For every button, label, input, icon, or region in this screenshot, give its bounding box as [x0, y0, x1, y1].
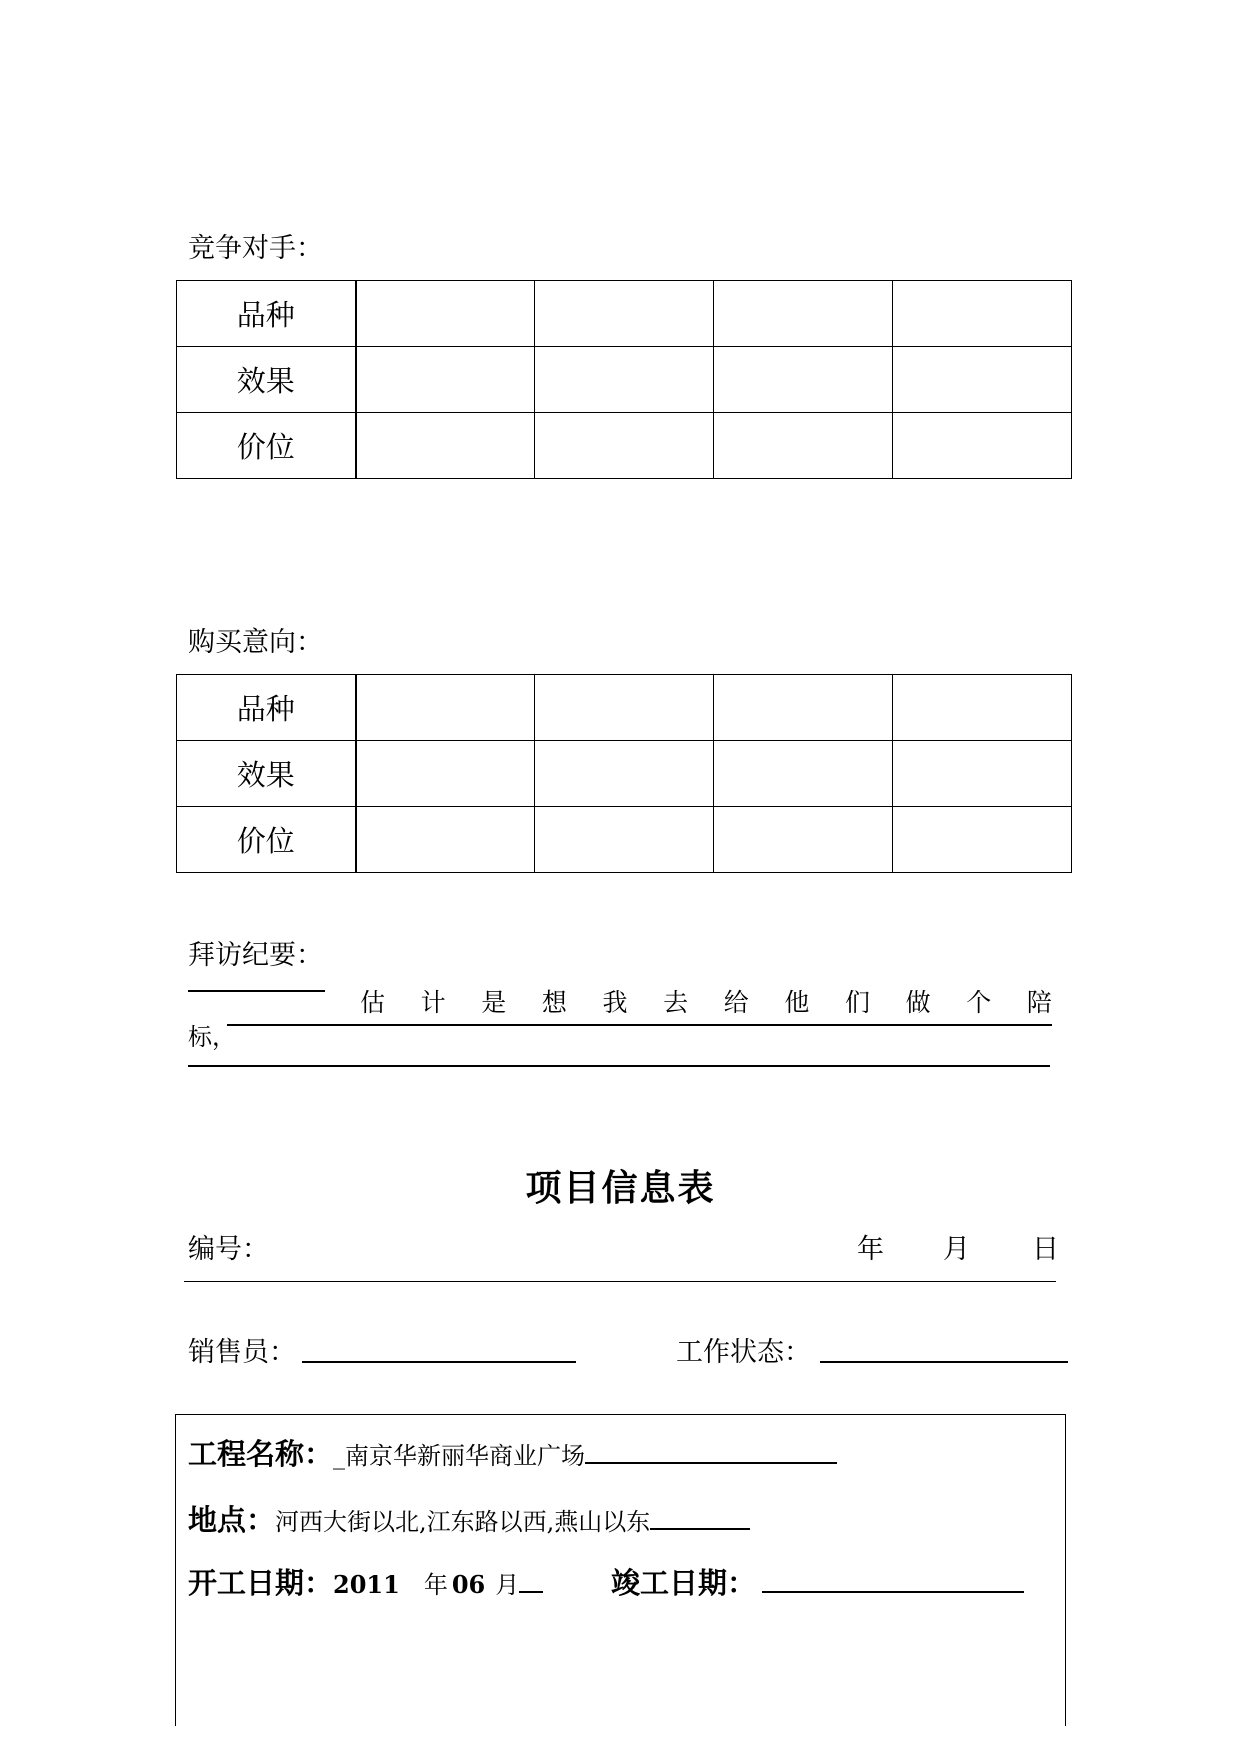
visit-summary-heading: 拜访纪要： [188, 940, 323, 971]
table-row [177, 281, 1072, 347]
row-label-effect: 效果 [177, 347, 356, 413]
summary-char: 做 [905, 988, 931, 1017]
table-cell[interactable] [356, 413, 535, 479]
table-cell[interactable] [714, 807, 893, 873]
dates-row [188, 1566, 543, 1600]
project-name-label: 工程名称： [188, 1437, 334, 1471]
table-cell[interactable] [356, 741, 535, 807]
summary-char: 给 [723, 988, 749, 1017]
project-info-title: 项目信息表 [525, 1167, 716, 1209]
competitors-table [176, 280, 1072, 479]
salesperson-label: 销售员： [188, 1337, 296, 1368]
start-day-blank[interactable] [519, 1591, 543, 1593]
work-status-label: 工作状态： [676, 1337, 811, 1368]
table-cell[interactable] [535, 675, 714, 741]
start-month-unit: 月 [495, 1571, 520, 1599]
table-cell[interactable] [356, 347, 535, 413]
visit-summary-blank-line-2[interactable] [227, 1024, 1052, 1026]
table-cell[interactable] [893, 413, 1072, 479]
table-cell[interactable] [535, 741, 714, 807]
location-row [188, 1503, 750, 1537]
row-label-variety: 品种 [177, 675, 356, 741]
table-row [177, 413, 1072, 479]
summary-char: 是 [481, 988, 507, 1017]
salesperson-field[interactable] [302, 1361, 576, 1363]
table-cell[interactable] [893, 807, 1072, 873]
table-cell[interactable] [535, 413, 714, 479]
table-row [177, 741, 1072, 807]
location-blank[interactable] [650, 1528, 750, 1530]
table-cell[interactable] [535, 281, 714, 347]
table-row [177, 807, 1072, 873]
date-day-label: 日 [1032, 1234, 1059, 1265]
table-cell[interactable] [356, 675, 535, 741]
project-name-prefix: _ [333, 1442, 346, 1470]
summary-char: 他 [784, 988, 810, 1017]
project-name-row [188, 1437, 837, 1471]
completion-date-label: 竣工日期： [611, 1566, 757, 1600]
date-year-label: 年 [857, 1234, 884, 1265]
table-row [177, 675, 1072, 741]
project-name-value[interactable]: 南京华新丽华商业广场 [345, 1442, 586, 1470]
purchase-intent-table [176, 674, 1072, 873]
table-cell[interactable] [535, 807, 714, 873]
start-year-value[interactable]: 2011 [333, 1570, 400, 1599]
table-cell[interactable] [714, 281, 893, 347]
table-cell[interactable] [535, 347, 714, 413]
table-cell[interactable] [356, 281, 535, 347]
purchase-intent-heading: 购买意向： [188, 627, 323, 658]
visit-summary-line-1 [360, 990, 1052, 1015]
location-label: 地点： [188, 1503, 276, 1537]
start-year-unit: 年 [423, 1571, 448, 1599]
summary-char: 想 [541, 988, 567, 1017]
number-label: 编号： [188, 1234, 269, 1265]
visit-summary-line-2-start: 标， [188, 1023, 236, 1051]
summary-char: 估 [360, 988, 386, 1017]
start-month-value[interactable]: 06 [451, 1570, 486, 1599]
row-label-variety: 品种 [177, 281, 356, 347]
table-cell[interactable] [893, 675, 1072, 741]
completion-row [611, 1566, 1024, 1600]
table-cell[interactable] [893, 741, 1072, 807]
summary-char: 陪 [1026, 988, 1052, 1017]
table-cell[interactable] [356, 807, 535, 873]
start-date-label: 开工日期： [188, 1566, 334, 1600]
summary-char: 我 [602, 988, 628, 1017]
work-status-field[interactable] [820, 1361, 1068, 1363]
summary-char: 计 [420, 988, 446, 1017]
location-value[interactable]: 河西大街以北,江东路以西,燕山以东 [275, 1508, 651, 1536]
summary-char: 去 [663, 988, 689, 1017]
table-cell[interactable] [893, 281, 1072, 347]
summary-char: 们 [845, 988, 871, 1017]
table-cell[interactable] [714, 413, 893, 479]
table-row [177, 347, 1072, 413]
row-label-effect: 效果 [177, 741, 356, 807]
project-name-blank[interactable] [585, 1462, 837, 1464]
completion-date-field[interactable] [762, 1591, 1024, 1593]
table-cell[interactable] [714, 741, 893, 807]
visit-summary-blank-lead[interactable] [188, 990, 325, 992]
row-label-price: 价位 [177, 413, 356, 479]
summary-char: 个 [966, 988, 992, 1017]
competitors-heading: 竞争对手： [188, 233, 323, 264]
date-month-label: 月 [943, 1234, 970, 1265]
table-cell[interactable] [714, 675, 893, 741]
row-label-price: 价位 [177, 807, 356, 873]
table-cell[interactable] [893, 347, 1072, 413]
visit-summary-blank-line-3[interactable] [188, 1065, 1050, 1067]
header-divider [184, 1281, 1056, 1282]
table-cell[interactable] [714, 347, 893, 413]
